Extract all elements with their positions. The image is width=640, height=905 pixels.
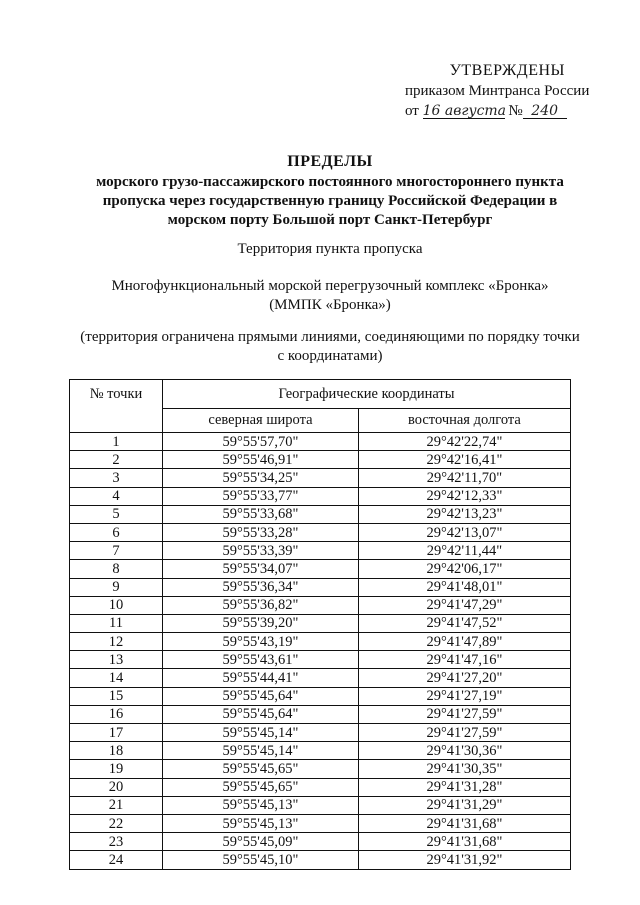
longitude-cell: 29°41'27,59" [358, 705, 570, 723]
point-number-cell: 6 [70, 523, 163, 541]
approval-order-line: приказом Минтранса России [405, 83, 590, 99]
longitude-cell: 29°41'47,29" [358, 596, 570, 614]
point-number-cell: 8 [70, 560, 163, 578]
table-row [70, 542, 571, 560]
longitude-cell: 29°42'11,70" [358, 469, 570, 487]
longitude-cell: 29°42'12,33" [358, 487, 570, 505]
latitude-cell: 59°55'39,20" [163, 614, 359, 632]
point-number-cell: 15 [70, 687, 163, 705]
table-row [70, 433, 571, 451]
longitude-cell: 29°42'16,41" [358, 451, 570, 469]
point-number-cell: 18 [70, 742, 163, 760]
point-number-cell: 11 [70, 614, 163, 632]
heading-line-2: пропуска через государственную границу Российской Федерации в [102, 193, 558, 209]
handwritten-date: 16 августа [422, 103, 507, 119]
table-row [70, 505, 571, 523]
point-number-cell: 10 [70, 596, 163, 614]
table-row [70, 760, 571, 778]
heading-line-3: морском порту Большой порт Санкт-Петербург [167, 212, 493, 228]
table-row [70, 778, 571, 796]
latitude-cell: 59°55'45,64" [163, 705, 359, 723]
table-row [70, 669, 571, 687]
longitude-cell: 29°41'31,68" [358, 814, 570, 832]
table-body [70, 433, 571, 870]
table-row [70, 851, 571, 869]
latitude-cell: 59°55'45,13" [163, 814, 359, 832]
latitude-cell: 59°55'44,41" [163, 669, 359, 687]
table-row [70, 687, 571, 705]
latitude-cell: 59°55'46,91" [163, 451, 359, 469]
table-row [70, 469, 571, 487]
point-number-cell: 9 [70, 578, 163, 596]
latitude-cell: 59°55'45,65" [163, 778, 359, 796]
longitude-cell: 29°42'22,74" [358, 433, 570, 451]
latitude-cell: 59°55'45,64" [163, 687, 359, 705]
point-number-cell: 19 [70, 760, 163, 778]
point-number-cell: 7 [70, 542, 163, 560]
longitude-cell: 29°42'06,17" [358, 560, 570, 578]
territory-note-line-2: с координатами) [277, 348, 383, 364]
longitude-cell: 29°41'47,52" [358, 614, 570, 632]
longitude-cell: 29°41'31,92" [358, 851, 570, 869]
longitude-cell: 29°42'13,23" [358, 505, 570, 523]
latitude-cell: 59°55'34,25" [163, 469, 359, 487]
header-coordinates: Географические координаты [163, 380, 571, 409]
table-row [70, 578, 571, 596]
point-number-cell: 22 [70, 814, 163, 832]
latitude-cell: 59°55'34,07" [163, 560, 359, 578]
table-row [70, 614, 571, 632]
longitude-cell: 29°42'13,07" [358, 523, 570, 541]
longitude-cell: 29°41'27,59" [358, 724, 570, 742]
latitude-cell: 59°55'45,65" [163, 760, 359, 778]
longitude-cell: 29°41'27,20" [358, 669, 570, 687]
territory-note-line-1: (территория ограничена прямыми линиями, соединяющими по порядку точки [80, 329, 580, 345]
longitude-cell: 29°41'31,68" [358, 833, 570, 851]
table-row [70, 814, 571, 832]
table-row [70, 742, 571, 760]
latitude-cell: 59°55'45,14" [163, 742, 359, 760]
table-row [70, 596, 571, 614]
longitude-cell: 29°41'48,01" [358, 578, 570, 596]
table-row [70, 560, 571, 578]
longitude-cell: 29°41'47,16" [358, 651, 570, 669]
header-latitude: северная широта [163, 409, 359, 433]
latitude-cell: 59°55'57,70" [163, 433, 359, 451]
table-row [70, 724, 571, 742]
table-row [70, 705, 571, 723]
table-row [70, 651, 571, 669]
point-number-cell: 20 [70, 778, 163, 796]
table-row [70, 633, 571, 651]
table-row [70, 487, 571, 505]
complex-name [60, 277, 600, 315]
point-number-cell: 1 [70, 433, 163, 451]
header-longitude: восточная долгота [358, 409, 570, 433]
point-number-cell: 24 [70, 851, 163, 869]
latitude-cell: 59°55'33,28" [163, 523, 359, 541]
point-number-cell: 17 [70, 724, 163, 742]
longitude-cell: 29°41'30,35" [358, 760, 570, 778]
point-number-cell: 13 [70, 651, 163, 669]
heading-line-1: морского грузо-пассажирского постоянного многостороннего пункта [96, 174, 564, 190]
territory-note [60, 328, 600, 366]
point-number-cell: 2 [70, 451, 163, 469]
table-row [70, 833, 571, 851]
point-number-cell: 12 [70, 633, 163, 651]
point-number-cell: 14 [70, 669, 163, 687]
number-prefix: № [508, 103, 523, 119]
document-title: ПРЕДЕЛЫ [287, 153, 373, 170]
latitude-cell: 59°55'43,61" [163, 651, 359, 669]
table-row [70, 796, 571, 814]
point-number-cell: 23 [70, 833, 163, 851]
longitude-cell: 29°42'11,44" [358, 542, 570, 560]
approval-date-line [405, 103, 605, 120]
point-number-cell: 16 [70, 705, 163, 723]
table-row [70, 523, 571, 541]
header-point-number: № точки [70, 380, 163, 433]
longitude-cell: 29°41'31,28" [358, 778, 570, 796]
handwritten-number: 240 [523, 104, 567, 119]
territory-heading: Территория пункта пропуска [237, 241, 423, 257]
complex-name-line-1: Многофункциональный морской перегрузочный комплекс «Бронка» [111, 278, 549, 294]
latitude-cell: 59°55'43,19" [163, 633, 359, 651]
latitude-cell: 59°55'36,34" [163, 578, 359, 596]
latitude-cell: 59°55'33,39" [163, 542, 359, 560]
latitude-cell: 59°55'33,68" [163, 505, 359, 523]
latitude-cell: 59°55'45,14" [163, 724, 359, 742]
point-number-cell: 5 [70, 505, 163, 523]
latitude-cell: 59°55'33,77" [163, 487, 359, 505]
date-prefix: от [405, 103, 419, 119]
longitude-cell: 29°41'30,36" [358, 742, 570, 760]
coordinates-table [69, 379, 571, 870]
longitude-cell: 29°41'27,19" [358, 687, 570, 705]
latitude-cell: 59°55'36,82" [163, 596, 359, 614]
longitude-cell: 29°41'31,29" [358, 796, 570, 814]
latitude-cell: 59°55'45,13" [163, 796, 359, 814]
document-heading [60, 152, 600, 230]
latitude-cell: 59°55'45,09" [163, 833, 359, 851]
point-number-cell: 4 [70, 487, 163, 505]
table-row [70, 451, 571, 469]
latitude-cell: 59°55'45,10" [163, 851, 359, 869]
approval-title: УТВЕРЖДЕНЫ [449, 62, 565, 79]
complex-name-line-2: (ММПК «Бронка») [269, 297, 391, 313]
point-number-cell: 21 [70, 796, 163, 814]
point-number-cell: 3 [70, 469, 163, 487]
longitude-cell: 29°41'47,89" [358, 633, 570, 651]
approval-block [405, 62, 605, 120]
